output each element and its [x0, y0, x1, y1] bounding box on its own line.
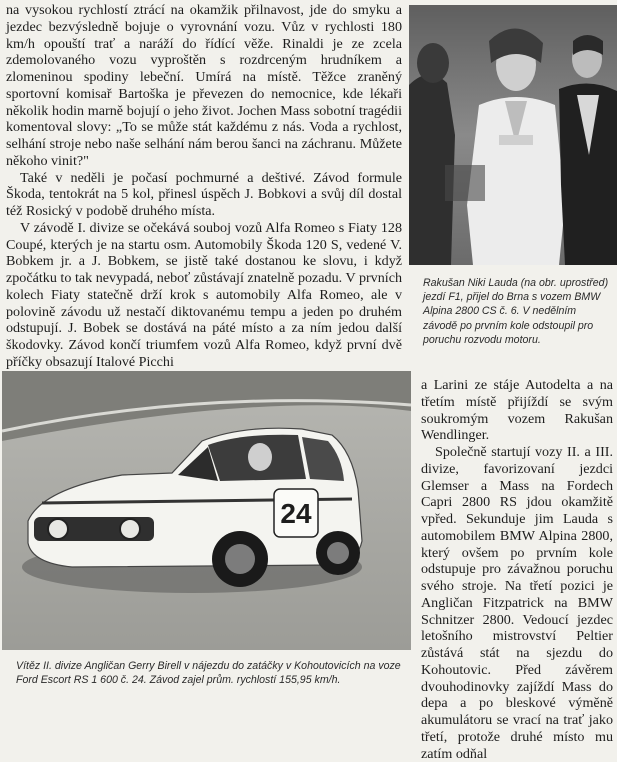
caption-portrait: Rakušan Niki Lauda (na obr. uprostřed) jezdí F1, přijel do Brna s vozem BMW Alpina 2800 CS č. 6. V nedělním závodě po prvním kole odstoupil pro poruchu rozvodu motoru. — [423, 277, 609, 346]
race-number: 24 — [280, 498, 312, 529]
article-paragraph: a Larini ze stáje Autodelta a na třetím místě přijíždí se svým soukromým vozem Rakušan Wendlinger. — [421, 377, 613, 444]
photo-ford-escort-graphic — [2, 371, 411, 650]
photo-niki-lauda — [409, 5, 617, 265]
caption-car: Vítěz II. divize Angličan Gerry Birell v nájezdu do zatáčky v Kohoutovicích na voze Ford Escort RS 1 600 č. 24. Závod zajel prům. rychlostí 155,95 km/h. — [16, 660, 401, 687]
photo-niki-lauda-graphic — [409, 5, 617, 265]
article-paragraph: Také v neděli je počasí pochmurné a deštivé. Závod formule Škoda, tentokrát na 5 kol, přinesl úspěch J. Bobkovi a svůj díl dostal též Rosický v podobě druhého místa. — [6, 169, 402, 219]
photo-ford-escort — [2, 371, 411, 650]
article-text-top — [6, 2, 402, 371]
article-text-right — [421, 377, 613, 762]
article-paragraph: na vysokou rychlostí ztrácí na okamžik přilnavost, jde do smyku a jezdec bezvýsledně bojuje o vyrovnání vozu. Vůz v rychlosti 180 km/h opouští trať a naráží do řídící věže. Rinaldi je ze zcela zdemolovaného vozu vyproštěn s rozdrceným hrudníkem a zlomeninou spodiny lebeční. Umírá na místě. Těžce zraněný sportovní komisař Bartoška je převezen do nemocnice, kde lékaři několik hodin marně bojují o jeho život. Jochen Mass sobotní tragédii komentoval slovy: „To se může stát každému z nás. Voda a rychlost, selhání stroje nebo naše selhání nám berou šanci na záchranu. Můžete někoho vinit?" — [6, 2, 402, 169]
article-paragraph: V závodě I. divize se očekává souboj vozů Alfa Romeo s Fiaty 128 Coupé, kterých je na startu osm. Automobily Škoda 120 S, vedené V. Bobkem jr. a J. Bobkem, se jistě také dostanou ke slovu, i když zpočátku to tak nevypadá, neboť zůstávají znatelně pozadu. V prvních kolech Fiaty statečně drží krok s automobily Alfa Romeo, ale v polovině závodu už nestačí diktovanému tempu a jeden po druhém odstupují. J. Bobek se dostává na páté místo a za ním jedou další škodovky. Závod končí triumfem vozů Alfa Romeo, když první dvě příčky obsazují Italové Picchi — [6, 219, 402, 370]
article-paragraph: Společně startují vozy II. a III. divize, favorizovaní jezdci Glemser a Mass na Fordech Capri 2800 RS jdou okamžitě vpřed. Sekunduje jim Lauda s automobilem BMW Alpina 2800, který ovšem po prvním kole odstupuje pro závažnou poruchu svého stroje. Na třetí pozici je Angličan Fitzpatrick na BMW Schnitzer 2800. Vedoucí jezdec letošního mistrovství Peltier zůstává stát na sjezdu do Kohoutovic. Před závěrem dvouhodinovky zajíždí Mass do depa a po bleskové výměně akumulátoru se vrací na trať jako třetí, protože druhé místo mu zatím odňal — [421, 444, 613, 762]
